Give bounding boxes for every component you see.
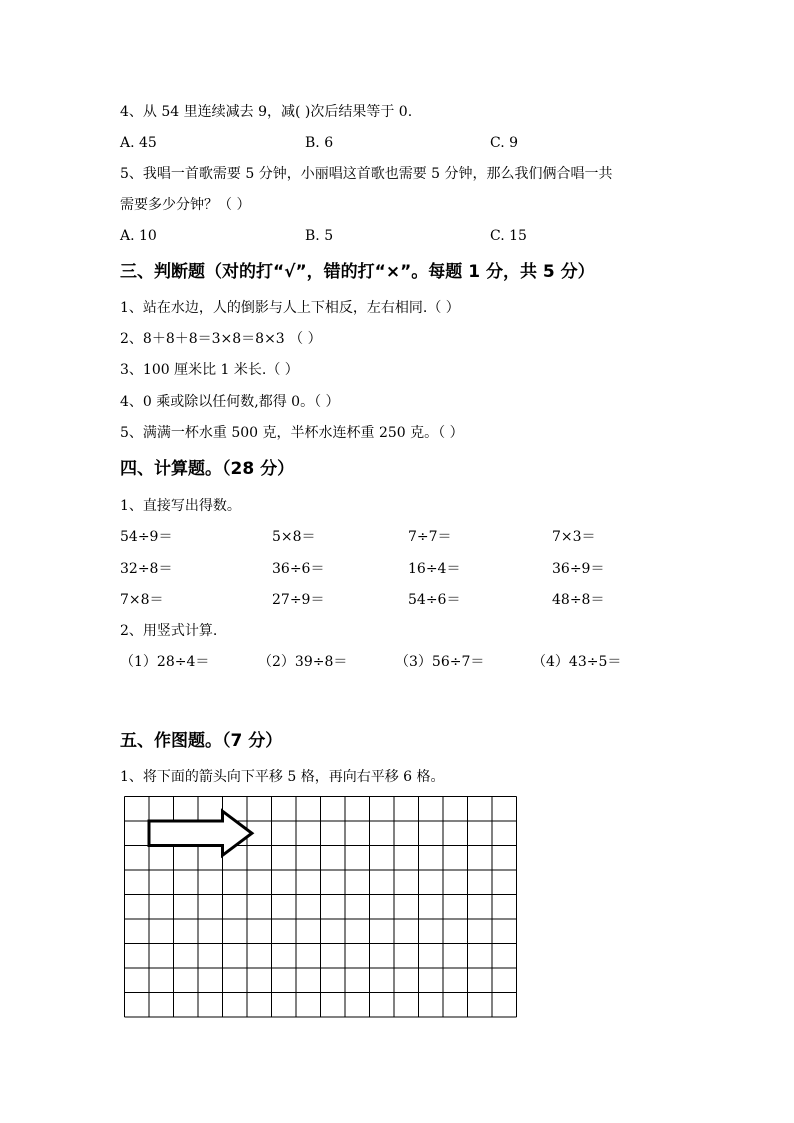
calc-cell: 27÷9＝: [272, 592, 325, 608]
calc-sub-1: 1、直接写出得数。: [120, 498, 241, 514]
judge-item-2: 2、8＋8＋8＝3×8＝8×3 （ ）: [120, 331, 322, 347]
calc-cell: 7×3＝: [552, 529, 596, 545]
section-3-title: 三、判断题（对的打“√”，错的打“×”。每题 1 分，共 5 分）: [120, 262, 595, 282]
calc-cell: 54÷9＝: [120, 529, 173, 545]
calc-cell: 7×8＝: [120, 592, 164, 608]
drawing-instruction: 1、将下面的箭头向下平移 5 格，再向右平移 6 格。: [120, 769, 445, 785]
question-5-line-1: 5、我唱一首歌需要 5 分钟，小丽唱这首歌也需要 5 分钟，那么我们俩合唱一共: [120, 166, 613, 182]
vertical-calc-1: （1）28÷4＝: [120, 654, 210, 670]
calc-cell: 7÷7＝: [408, 529, 452, 545]
calc-cell: 36÷6＝: [272, 561, 325, 577]
vertical-calc-2: （2）39÷8＝: [258, 654, 348, 670]
calc-cell: 48÷8＝: [552, 592, 605, 608]
question-5-line-2: 需要多少分钟？（ ）: [120, 197, 251, 213]
calc-sub-2: 2、用竖式计算.: [120, 623, 218, 639]
arrow-shape: [149, 811, 252, 855]
question-5-option-a: A. 10: [120, 228, 157, 244]
judge-item-1: 1、站在水边，人的倒影与人上下相反，左右相同.（ ）: [120, 300, 460, 316]
question-4-option-a: A. 45: [120, 135, 157, 151]
question-4-text: 4、从 54 里连续减去 9，减( )次后结果等于 0.: [120, 104, 413, 120]
question-4-option-b: B. 6: [305, 135, 334, 151]
judge-item-4: 4、0 乘或除以任何数,都得 0。（ ）: [120, 394, 340, 410]
judge-item-3: 3、100 厘米比 1 米长.（ ）: [120, 362, 299, 378]
calc-cell: 5×8＝: [272, 529, 316, 545]
section-4-title: 四、计算题。（28 分）: [120, 459, 295, 479]
question-4-option-c: C. 9: [490, 135, 519, 151]
drawing-grid: [124, 796, 520, 1018]
calc-cell: 54÷6＝: [408, 592, 461, 608]
calc-cell: 16÷4＝: [408, 561, 461, 577]
vertical-calc-4: （4）43÷5＝: [532, 654, 622, 670]
question-5-option-b: B. 5: [305, 228, 334, 244]
calc-cell: 32÷8＝: [120, 561, 173, 577]
vertical-calc-3: （3）56÷7＝: [395, 654, 485, 670]
judge-item-5: 5、满满一杯水重 500 克，半杯水连杯重 250 克。（ ）: [120, 425, 464, 441]
question-5-option-c: C. 15: [490, 228, 527, 244]
section-5-title: 五、作图题。（7 分）: [120, 731, 283, 751]
calc-cell: 36÷9＝: [552, 561, 605, 577]
